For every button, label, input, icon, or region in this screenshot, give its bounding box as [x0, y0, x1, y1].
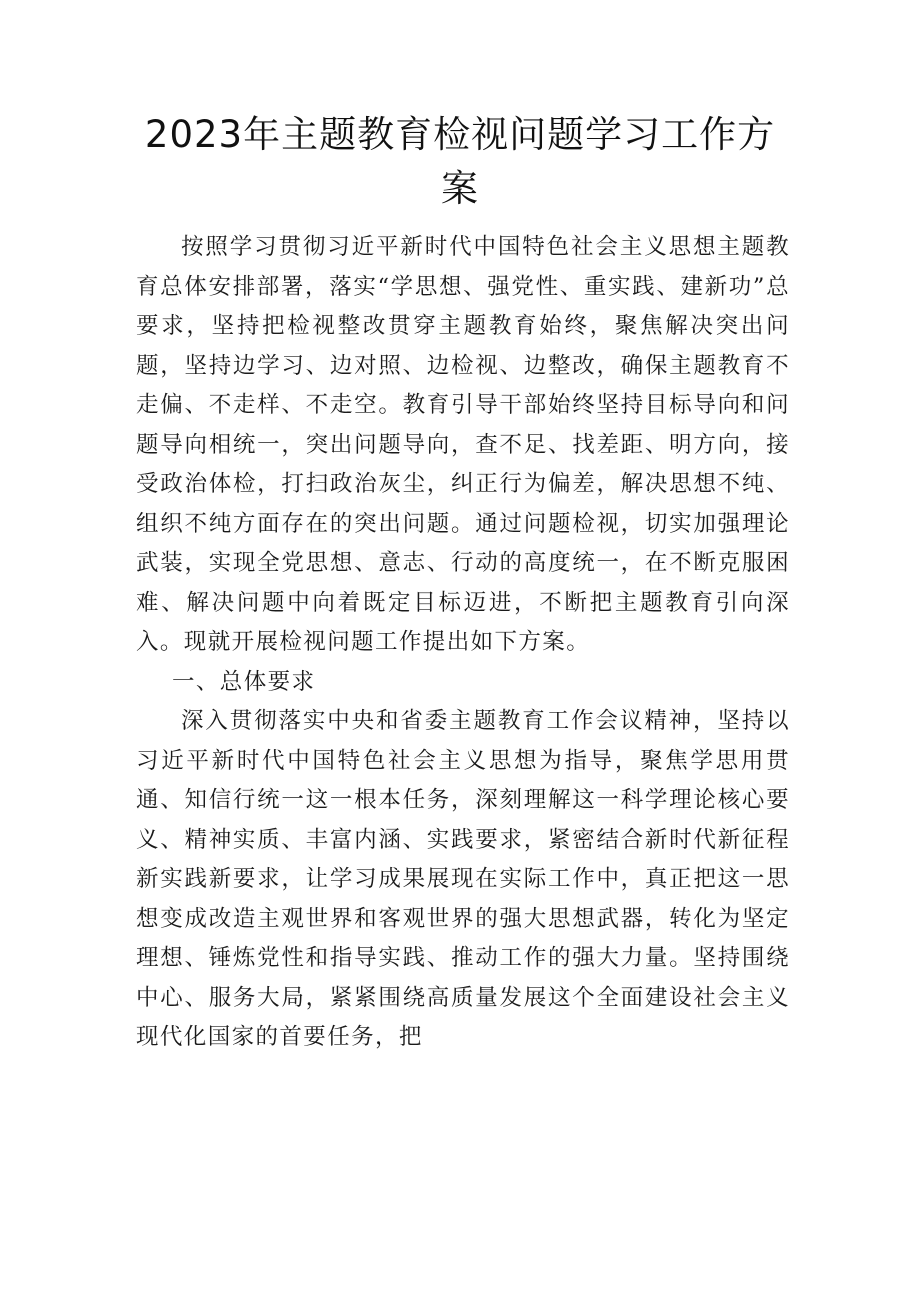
intro-paragraph: 按照学习贯彻习近平新时代中国特色社会主义思想主题教育总体安排部署，落实“学思想、强党性、重实践、建新功”总要求，坚持把检视整改贯穿主题教育始终，聚焦解决突出问题，坚持边学习、边对照、边检视、边整改，确保主题教育不走偏、不走样、不走空。教育引导干部始终坚持目标导向和问题导向相统一，突出问题导向，查不足、找差距、明方向，接受政治体检，打扫政治灰尘，纠正行为偏差，解决思想不纯、组织不纯方面存在的突出问题。通过问题检视，切实加强理论武装，实现全党思想、意志、行动的高度统一，在不断克服困难、解决问题中向着既定目标迈进，不断把主题教育引向深入。现就开展检视问题工作提出如下方案。: [136, 234, 790, 655]
general-requirements-paragraph: 深入贯彻落实中央和省委主题教育工作会议精神，坚持以习近平新时代中国特色社会主义思想为指导，聚焦学思用贯通、知信行统一这一根本任务，深刻理解这一科学理论核心要义、精神实质、丰富内涵、实践要求，紧密结合新时代新征程新实践新要求，让学习成果展现在实际工作中，真正把这一思想变成改造主观世界和客观世界的强大思想武器，转化为坚定理想、锤炼党性和指导实践、推动工作的强大力量。坚持围绕中心、服务大局，紧紧围绕高质量发展这个全面建设社会主义现代化国家的首要任务，把: [136, 708, 790, 1050]
document-title: 2023年主题教育检视问题学习工作方案: [144, 113, 776, 210]
section-heading-general-requirements: 一、总体要求: [172, 668, 316, 695]
document-body: [136, 228, 790, 1058]
